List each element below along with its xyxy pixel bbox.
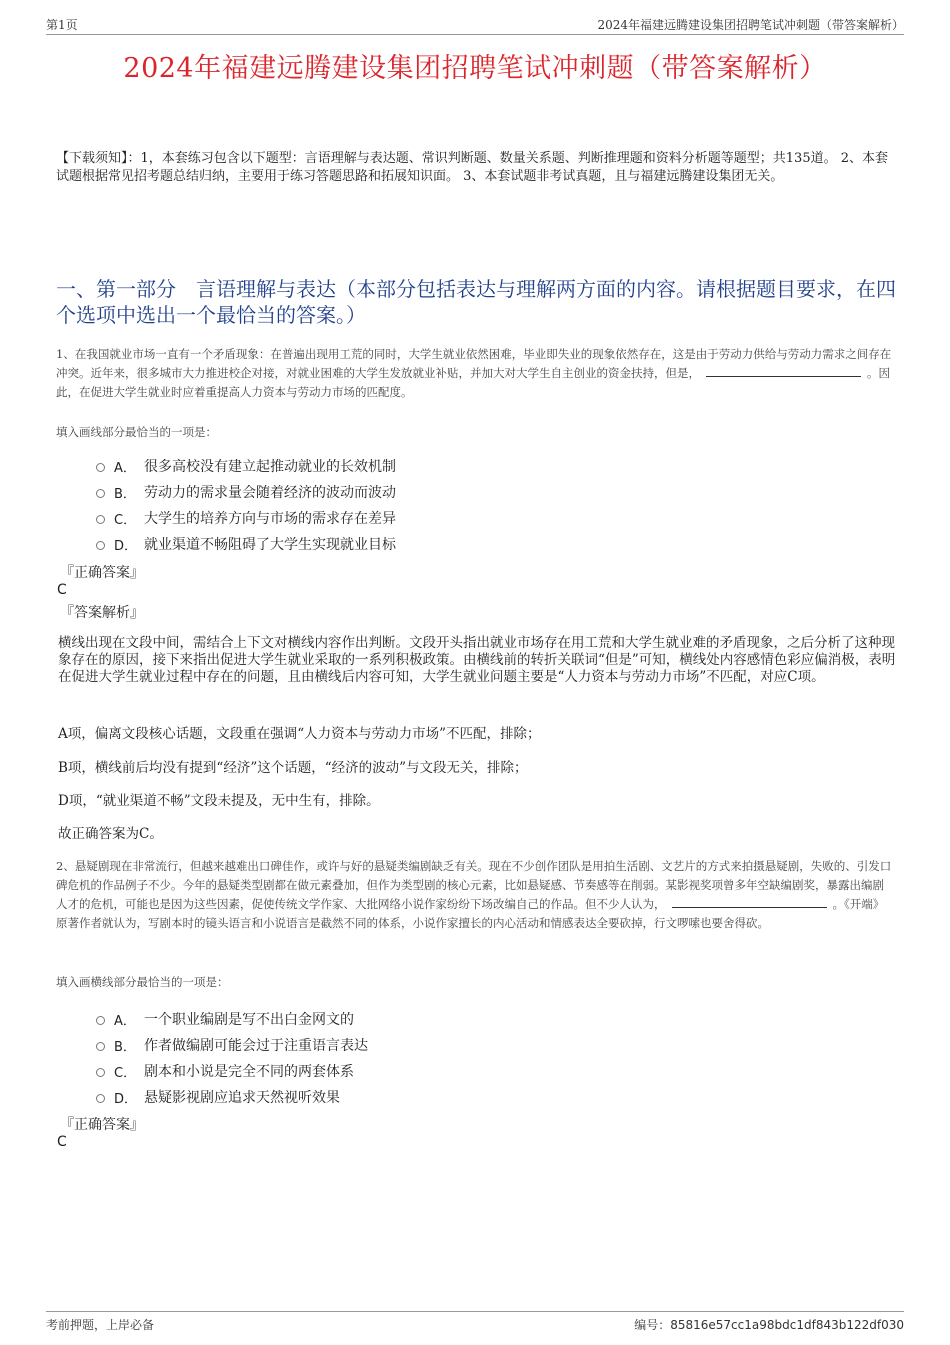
radio-icon[interactable] (96, 489, 105, 498)
download-notice: 【下载须知】：1，本套练习包含以下题型：言语理解与表达题、常识判断题、数量关系题、判断推理题和资料分析题等题型；共135道。 2、本套试题根据常见招考题总结归纳，主要用于练习答题思路和拓展知识面。 3、本套试题非考试真题，且与福建远腾建设集团无关。 (56, 151, 888, 184)
question-2-text (56, 857, 894, 933)
radio-icon[interactable] (96, 1094, 105, 1103)
question-2-option-a[interactable]: A． 一个职业编剧是写不出白金网文的 (96, 1006, 368, 1032)
question-1-prompt: 填入画线部分最恰当的一项是： (56, 425, 217, 439)
radio-icon[interactable] (96, 541, 105, 550)
question-1-option-c[interactable]: C． 大学生的培养方向与市场的需求存在差异 (96, 505, 396, 531)
radio-icon[interactable] (96, 515, 105, 524)
question-1-analysis-paragraph: 故正确答案为C。 (58, 826, 163, 842)
question-1-text-after: 。因此，在促进大学生就业时应着重提高人力资本与劳动力市场的匹配度。 (56, 366, 890, 399)
question-2-prompt: 填入画横线部分最恰当的一项是： (56, 975, 229, 989)
question-1-option-a[interactable]: A． 很多高校没有建立起推动就业的长效机制 (96, 453, 396, 479)
question-1-answer: C (57, 582, 67, 598)
question-1-options (96, 453, 396, 557)
question-1-option-b[interactable]: B． 劳动力的需求量会随着经济的波动而波动 (96, 479, 396, 505)
page-footer (46, 1311, 904, 1332)
page-number: 第1页 (46, 18, 78, 32)
question-2-answer: C (57, 1134, 67, 1150)
footer-code (634, 1316, 904, 1333)
question-1-analysis-label: 『答案解析』 (60, 605, 144, 621)
footer-slogan: 考前押题，上岸必备 (46, 1318, 155, 1332)
question-2-option-c[interactable]: C． 剧本和小说是完全不同的两套体系 (96, 1058, 368, 1084)
question-1-analysis-paragraph: A项，偏离文段核心话题，文段重在强调“人力资本与劳动力市场”不匹配，排除； (58, 726, 541, 742)
radio-icon[interactable] (96, 1016, 105, 1025)
question-1-analysis-paragraph: B项，横线前后均没有提到“经济”这个话题，“经济的波动”与文段无关，排除； (58, 760, 528, 776)
header-doc-name: 2024年福建远腾建设集团招聘笔试冲刺题（带答案解析） (597, 18, 904, 32)
question-2-text-after: 。《开端》原著作者就认为，写剧本时的镜头语言和小说语言是截然不同的体系，小说作家擅长的内心活动和情感表达全要砍掉，行文啰嗦也要舍得砍。 (56, 897, 885, 930)
question-1-option-d[interactable]: D． 就业渠道不畅阻碍了大学生实现就业目标 (96, 531, 396, 557)
question-2-option-b[interactable]: B． 作者做编剧可能会过于注重语言表达 (96, 1032, 368, 1058)
question-2-answer-label: 『正确答案』 (60, 1117, 144, 1133)
question-1-analysis-paragraph: D项，“就业渠道不畅”文段未提及，无中生有，排除。 (58, 793, 380, 809)
question-2-option-d[interactable]: D． 悬疑影视剧应追求天然视听效果 (96, 1084, 368, 1110)
footer-code-value: 85816e57cc1a98bdc1df843b122df030 (670, 1318, 904, 1332)
question-1-analysis-paragraph: 横线出现在文段中间，需结合上下文对横线内容作出判断。文段开头指出就业市场存在用工荒和大学生就业难的矛盾现象，之后分析了这种现象存在的原因，接下来指出促进大学生就业采取的一系列积极政策。由横线前的转折关联词“但是”可知，横线处内容感情色彩应偏消极，表明在促进大学生就业过程中存在的问题，且由横线后内容可知，大学生就业问题主要是“人力资本与劳动力市场”不匹配，对应C项。 (58, 635, 896, 685)
question-2-options (96, 1006, 368, 1110)
section-title: 一、第一部分 言语理解与表达（本部分包括表达与理解两方面的内容。请根据题目要求，在四个选项中选出一个最恰当的答案。） (56, 277, 896, 327)
question-2-blank (672, 895, 827, 908)
question-1-text (56, 345, 894, 402)
radio-icon[interactable] (96, 463, 105, 472)
radio-icon[interactable] (96, 1042, 105, 1051)
radio-icon[interactable] (96, 1068, 105, 1077)
question-1-text-before: 1、在我国就业市场一直有一个矛盾现象：在普遍出现用工荒的同时，大学生就业依然困难，毕业即失业的现象依然存在，这是由于劳动力供给与劳动力需求之间存在冲突。近年来，很多城市大力推进校企对接，对就业困难的大学生发放就业补贴，并加大对大学生自主创业的资金扶持，但是， (56, 347, 892, 380)
question-1-blank (706, 364, 861, 377)
page-header (46, 14, 904, 35)
footer-code-label: 编号： (634, 1318, 671, 1332)
question-1-answer-label: 『正确答案』 (60, 565, 144, 581)
question-2-text-before: 2、悬疑剧现在非常流行，但越来越难出口碑佳作，或许与好的悬疑类编剧缺乏有关。现在不少创作团队是用拍生活剧、文艺片的方式来拍摄悬疑剧，失败的、引发口碑危机的作品例子不少。今年的悬疑类型剧都在做元素叠加，但作为类型剧的核心元素，比如悬疑感、节奏感等在削弱。某影视奖项曾多年空缺编剧奖，暴露出编剧人才的危机，可能也是因为这些因素，促使传统文学作家、大批网络小说作家纷纷下场改编自己的作品。但不少人认为， (56, 859, 892, 911)
document-title: 2024年福建远腾建设集团招聘笔试冲刺题（带答案解析） (123, 53, 827, 84)
